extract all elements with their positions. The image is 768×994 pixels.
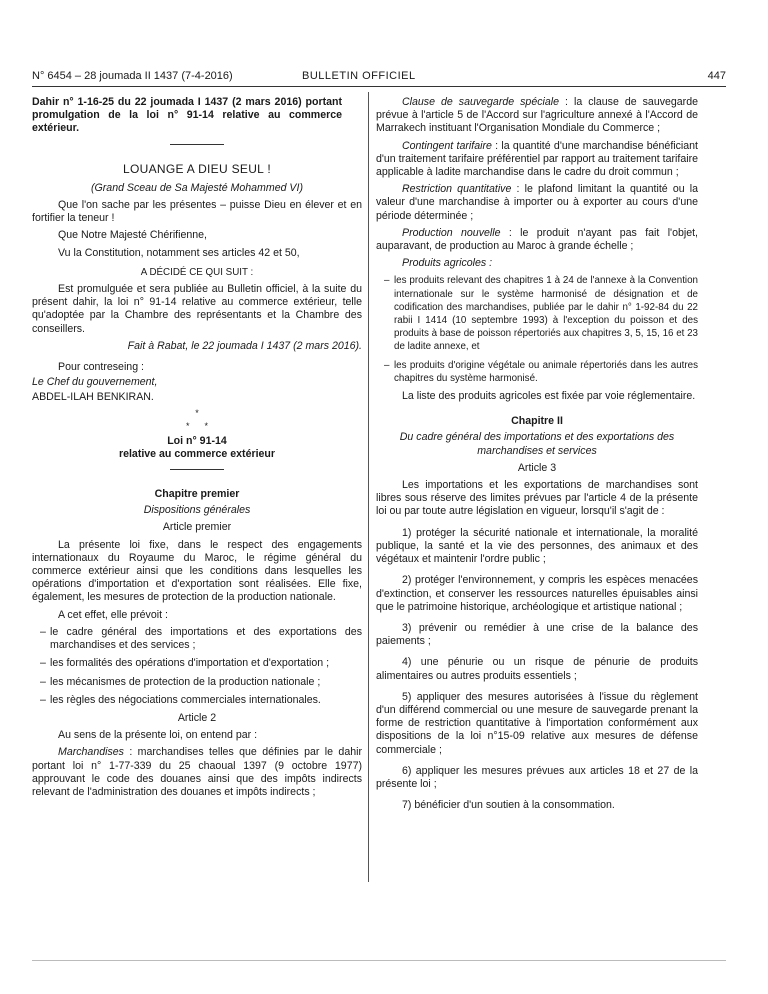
definition-text: : le produit n'ayant pas fait l'objet, auparavant, de production au Maroc à grande échelle ; — [376, 226, 698, 253]
definition-term: Produits agricoles : — [402, 257, 493, 270]
numbered-item: 2) protéger l'environnement, y compris les espèces menacées d'extinction, et conserver les ressources naturelles épuisables ainsi que le patrimoine historique, archéologique et artistique national ; — [376, 574, 698, 613]
produits-list — [376, 274, 698, 385]
definition-term: Contingent tarifaire — [402, 139, 492, 152]
header-rule — [32, 86, 726, 87]
article-paragraph: La liste des produits agricoles est fixée par voie réglementaire. — [402, 390, 696, 403]
decide-heading: A DÉCIDÉ CE QUI SUIT : — [140, 266, 254, 278]
list-item: – les mécanismes de protection de la production nationale ; — [32, 676, 362, 689]
list-item: – les formalités des opérations d'importation et d'exportation ; — [32, 657, 362, 670]
star: * — [185, 420, 190, 431]
definition-paragraph — [376, 140, 698, 180]
chapter-subtitle: Du cadre général des importations et des exportations des marchandises et services — [399, 431, 675, 457]
numbered-item: 7) bénéficier d'un soutien à la consommation. — [402, 799, 615, 812]
loi-subtitle: relative au commerce extérieur — [118, 447, 276, 460]
article-heading: Article 2 — [177, 711, 217, 724]
louange-heading: LOUANGE A DIEU SEUL ! — [123, 161, 271, 176]
definition-text: : la clause de sauvegarde prévue à l'article 5 de l'Accord sur l'agriculture annexé à l'Accord de Marrakech instituant l'Organisation Mondiale du Commerce ; — [376, 96, 698, 135]
chapter-heading: Chapitre premier — [154, 488, 240, 501]
article-paragraph: Au sens de la présente loi, on entend par : — [58, 729, 258, 742]
signataire: ABDEL-ILAH BENKIRAN. — [32, 391, 154, 404]
definition-paragraph — [376, 96, 698, 136]
definition-paragraph — [376, 183, 698, 223]
list-item: – les règles des négociations commerciales internationales. — [32, 694, 362, 707]
issue-number: N° 6454 – 28 joumada II 1437 (7-4-2016) — [32, 70, 233, 82]
preamble-paragraph: Que Notre Majesté Chérifienne, — [58, 229, 207, 242]
definition-text: : marchandises telles que définies par le dahir portant loi n° 1-77-339 du 25 chaoual 1397 (9 octobre 1977) approuvant le code des douanes ainsi que des impôts indirects relevant de l'administration des douanes et impôts indirects ; — [32, 746, 362, 798]
numbered-item: 6) appliquer les mesures prévues aux articles 18 et 27 de la présente loi ; — [376, 764, 698, 790]
chapter-subtitle: Dispositions générales — [143, 504, 251, 517]
contreseing: Pour contreseing : — [58, 361, 144, 374]
definition-text: : la quantité d'une marchandise bénéficiant d'un traitement tarifaire préférentiel par rapport au traitement tarifaire applicable à ladite marchandise dans le cadre du droit commun ; — [376, 139, 698, 179]
article-heading: Article 3 — [517, 461, 557, 474]
definition-text: : le plafond limitant la quantité ou la valeur d'une marchandise à importer ou à exporter au cours d'une période déterminée ; — [376, 183, 698, 222]
list-item: – le cadre général des importations et des exportations des marchandises et des services ; — [32, 626, 362, 652]
numbered-item: 1) protéger la sécurité nationale et internationale, la moralité publique, la santé et la vie des personnes, des animaux et des végétaux et maintenir l'ordre public ; — [376, 526, 698, 566]
provisions-list — [32, 626, 362, 707]
star: * — [195, 407, 199, 418]
promulgation-paragraph: Est promulguée et sera publiée au Bulletin officiel, à la suite du présent dahir, la loi n° 91-14 relative au commerce extérieur, telle qu'adoptée par la Chambre des représentants et la Chambre des conseillers. — [32, 283, 362, 335]
chapter-heading: Chapitre II — [511, 415, 563, 428]
dahir-title: Dahir n° 1-16-25 du 22 joumada I 1437 (2 mars 2016) portant promulgation de la loi n° 91-14 relative au commerce extérieur. — [32, 96, 342, 135]
list-item: – les produits d'origine végétale ou animale répertoriés dans les autres chapitres du système harmonisé. — [376, 359, 698, 385]
loi-title: Loi n° 91-14 — [167, 434, 227, 447]
article-heading: Article premier — [162, 521, 232, 534]
definition-paragraph — [32, 746, 362, 799]
definition-term: Marchandises — [58, 746, 124, 759]
left-column — [32, 96, 362, 803]
chef-gouvernement: Le Chef du gouvernement, — [32, 376, 158, 389]
publication-title: BULLETIN OFFICIEL — [302, 70, 416, 82]
footer-rule — [32, 960, 726, 961]
list-item: – les produits relevant des chapitres 1 à 24 de l'annexe à la Convention internationale sur le système harmonisé de désignation et de codification des marchandises, publiée par le dahir n° 1-92-84 du 22 rabii I 1414 (10 septembre 1993) à l'exception du poisson et des produits à base de poisson répertoriés aux chapitres 3, 5, 15, 16 et 23 de ladite annexe, et — [376, 274, 698, 353]
definition-term: Restriction quantitative — [402, 183, 512, 196]
numbered-item: 3) prévenir ou remédier à une crise de la balance des paiements ; — [376, 621, 698, 648]
definition-term: Production nouvelle — [402, 226, 501, 239]
preamble-paragraph: Que l'on sache par les présentes – puisse Dieu en élever et en fortifier la teneur ! — [32, 199, 362, 225]
star: * — [204, 420, 209, 431]
preamble-paragraph: Vu la Constitution, notamment ses articles 42 et 50, — [58, 246, 300, 259]
date-place: Fait à Rabat, le 22 joumada I 1437 (2 mars 2016). — [127, 339, 362, 352]
definition-term: Clause de sauvegarde spéciale — [402, 96, 560, 108]
right-column — [376, 96, 698, 816]
separator — [170, 144, 224, 145]
page-number: 447 — [707, 70, 726, 82]
article-paragraph: Les importations et les exportations de marchandises sont libres sous réserve des limites prévues par l'article 4 de la présente loi ou par toute autre législation en vigueur, lorsqu'il s'agit de : — [376, 479, 698, 518]
numbered-item: 5) appliquer des mesures autorisées à l'issue du règlement d'un différend commercial ou une mesure de sauvegarde prenant la forme de restriction quantitative à l'importation conformément aux dispositions de la loi n°15-09 relative aux mesures de défense commerciale ; — [376, 690, 698, 756]
column-divider — [368, 92, 369, 882]
numbered-item: 4) une pénurie ou un risque de pénurie de produits alimentaires ou autres produits essentiels ; — [376, 656, 698, 682]
article-paragraph: A cet effet, elle prévoit : — [58, 608, 168, 621]
asterism — [32, 409, 362, 431]
separator — [170, 469, 224, 470]
definition-paragraph — [376, 227, 698, 253]
article-paragraph: La présente loi fixe, dans le respect des engagements internationaux du Royaume du Maroc, le régime général du commerce extérieur ainsi que les conditions dans lesquelles les opérations d'importation et d'exportation sont réalisées. Elle fixe, également, les mesures de protection de la production nationale. — [32, 538, 362, 604]
grand-sceau: (Grand Sceau de Sa Majesté Mohammed VI) — [91, 181, 303, 194]
